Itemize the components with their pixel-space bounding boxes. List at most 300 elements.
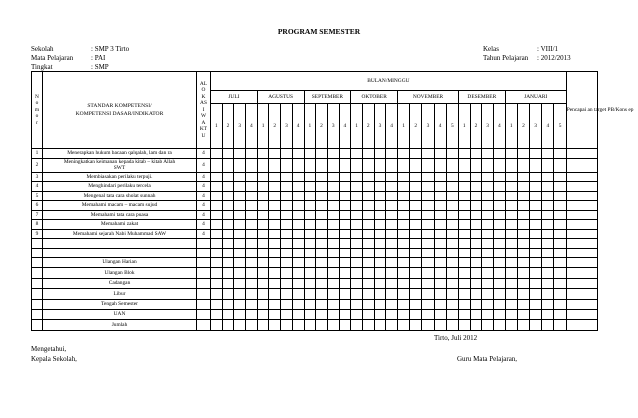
week-cell: [554, 229, 566, 239]
week-cell: [517, 239, 529, 249]
week-cell: [554, 239, 566, 249]
week-cell: [458, 299, 470, 309]
week-cell: [434, 239, 446, 249]
week-cell: [458, 149, 470, 159]
week-cell: [304, 239, 316, 249]
nomor-header-char: m: [34, 106, 40, 113]
week-cell: [517, 220, 529, 230]
alokasi-waktu-cell: [197, 309, 211, 319]
week-cell: [316, 210, 328, 220]
week-cell: [339, 289, 351, 299]
week-cell: [517, 278, 529, 288]
week-cell: [494, 320, 506, 331]
week-cell: [257, 220, 269, 230]
week-cell: [422, 239, 434, 249]
week-number: 4: [494, 104, 506, 149]
week-cell: [566, 182, 597, 192]
week-cell: [542, 149, 554, 159]
week-cell: [494, 182, 506, 192]
week-cell: [494, 210, 506, 220]
week-cell: [316, 299, 328, 309]
table-row: [32, 278, 598, 288]
week-number: 3: [422, 104, 434, 149]
alokasi-header-char: U: [201, 132, 206, 139]
week-cell: [374, 268, 386, 278]
week-cell: [530, 201, 542, 211]
week-cell: [470, 182, 482, 192]
week-cell: [422, 320, 434, 331]
info-label: Kelas: [483, 45, 499, 53]
week-cell: [446, 248, 458, 258]
week-cell: [505, 149, 517, 159]
week-cell: [505, 191, 517, 201]
info-line: [483, 45, 571, 54]
week-cell: [257, 229, 269, 239]
week-cell: [374, 172, 386, 182]
week-number: 1: [458, 104, 470, 149]
week-cell: [257, 268, 269, 278]
week-cell: [362, 201, 374, 211]
week-cell: [362, 278, 374, 288]
week-cell: [422, 258, 434, 268]
week-cell: [482, 289, 494, 299]
week-cell: [446, 289, 458, 299]
week-cell: [351, 172, 363, 182]
week-cell: [505, 320, 517, 331]
kegiatan-label: Tengah Semester: [43, 299, 197, 309]
week-cell: [494, 268, 506, 278]
week-cell: [554, 268, 566, 278]
week-cell: [494, 239, 506, 249]
week-cell: [517, 229, 529, 239]
week-cell: [505, 258, 517, 268]
alokasi-waktu-cell: [197, 239, 211, 249]
place-date: Tirto, Juli 2012: [434, 334, 478, 342]
kompetensi-text: Memahami macam – macam sujud: [81, 202, 158, 209]
alokasi-waktu-cell: 4: [197, 158, 211, 172]
week-cell: [482, 278, 494, 288]
week-cell: [458, 182, 470, 192]
week-cell: [292, 191, 304, 201]
week-cell: [470, 229, 482, 239]
week-cell: [446, 309, 458, 319]
week-cell: [566, 172, 597, 182]
week-cell: [422, 268, 434, 278]
week-cell: [304, 220, 316, 230]
kompetensi-text: Memahami tata cara puasa: [90, 211, 149, 218]
week-cell: [494, 191, 506, 201]
kompetensi-text: Membiasakan perilaku terpuji.: [86, 173, 153, 180]
week-number: 1: [398, 104, 410, 149]
alokasi-waktu-cell: 4: [197, 172, 211, 182]
week-cell: [530, 158, 542, 172]
week-cell: [554, 201, 566, 211]
week-cell: [446, 210, 458, 220]
row-number: [32, 320, 43, 331]
info-value: : 2012/2013: [537, 54, 571, 62]
week-cell: [269, 149, 281, 159]
row-number: 8: [32, 220, 43, 230]
week-cell: [257, 191, 269, 201]
week-cell: [351, 248, 363, 258]
week-cell: [246, 258, 258, 268]
week-cell: [351, 191, 363, 201]
week-cell: [281, 172, 293, 182]
week-cell: [505, 278, 517, 288]
week-number: 2: [362, 104, 374, 149]
table-row: [32, 210, 598, 220]
week-cell: [386, 239, 398, 249]
week-cell: [269, 278, 281, 288]
week-cell: [517, 268, 529, 278]
kompetensi-text: Memahami zakat: [100, 221, 139, 228]
week-cell: [234, 201, 246, 211]
week-cell: [458, 239, 470, 249]
kegiatan-label: UAN: [43, 309, 197, 319]
week-cell: [292, 278, 304, 288]
week-cell: [327, 229, 339, 239]
week-cell: [292, 158, 304, 172]
week-cell: [222, 239, 234, 249]
week-cell: [482, 220, 494, 230]
week-cell: [374, 210, 386, 220]
week-cell: [542, 182, 554, 192]
week-cell: [446, 278, 458, 288]
info-value: : PAI: [91, 54, 106, 62]
week-cell: [386, 320, 398, 331]
week-cell: [246, 309, 258, 319]
week-cell: [246, 172, 258, 182]
week-cell: [542, 239, 554, 249]
week-cell: [211, 289, 223, 299]
blank-row: [32, 239, 598, 249]
week-cell: [542, 258, 554, 268]
info-label: Mata Pelajaran: [31, 54, 74, 62]
row-number: 5: [32, 191, 43, 201]
week-cell: [362, 258, 374, 268]
week-cell: [222, 278, 234, 288]
week-cell: [398, 201, 410, 211]
week-cell: [386, 309, 398, 319]
week-cell: [304, 191, 316, 201]
week-cell: [542, 248, 554, 258]
week-cell: [269, 299, 281, 309]
week-cell: [269, 309, 281, 319]
alokasi-waktu-cell: [197, 258, 211, 268]
week-cell: [566, 289, 597, 299]
week-cell: [505, 239, 517, 249]
week-cell: [292, 229, 304, 239]
kompetensi-text: Menerapkan hukum bacaan qalqalah, lam dan ra: [67, 150, 172, 157]
week-cell: [398, 210, 410, 220]
week-cell: [482, 258, 494, 268]
week-cell: [211, 239, 223, 249]
week-cell: [257, 258, 269, 268]
week-cell: [422, 182, 434, 192]
week-cell: [327, 258, 339, 268]
week-cell: [362, 210, 374, 220]
week-number: 2: [222, 104, 234, 149]
week-cell: [517, 299, 529, 309]
week-cell: [257, 278, 269, 288]
week-cell: [554, 172, 566, 182]
week-cell: [281, 191, 293, 201]
week-cell: [211, 309, 223, 319]
row-number: 6: [32, 201, 43, 211]
week-cell: [398, 278, 410, 288]
week-cell: [292, 258, 304, 268]
week-cell: [446, 149, 458, 159]
week-cell: [327, 149, 339, 159]
table-row: [32, 158, 598, 172]
week-cell: [234, 320, 246, 331]
week-cell: [257, 158, 269, 172]
table-row: [32, 309, 598, 319]
week-cell: [530, 278, 542, 288]
alokasi-waktu-cell: [197, 320, 211, 331]
week-cell: [530, 268, 542, 278]
week-cell: [211, 158, 223, 172]
row-number: 2: [32, 158, 43, 172]
week-cell: [542, 320, 554, 331]
week-cell: [494, 248, 506, 258]
week-cell: [458, 158, 470, 172]
week-cell: [434, 158, 446, 172]
table-row: [32, 229, 598, 239]
week-cell: [470, 320, 482, 331]
week-cell: [530, 309, 542, 319]
week-cell: [269, 201, 281, 211]
week-cell: [234, 158, 246, 172]
week-cell: [458, 229, 470, 239]
week-cell: [374, 258, 386, 268]
week-cell: [316, 309, 328, 319]
week-cell: [517, 201, 529, 211]
week-cell: [398, 268, 410, 278]
week-cell: [434, 172, 446, 182]
week-cell: [339, 309, 351, 319]
week-cell: [470, 172, 482, 182]
week-cell: [304, 182, 316, 192]
week-cell: [246, 320, 258, 331]
kepala-sekolah-label: Kepala Sekolah,: [31, 355, 77, 363]
week-cell: [246, 158, 258, 172]
row-number: [32, 258, 43, 268]
week-cell: [211, 210, 223, 220]
week-cell: [327, 289, 339, 299]
week-cell: [410, 172, 422, 182]
mengetahui-label: Mengetahui,: [31, 345, 67, 353]
week-cell: [281, 158, 293, 172]
week-cell: [327, 239, 339, 249]
info-line: [31, 45, 129, 54]
week-cell: [398, 299, 410, 309]
week-cell: [222, 158, 234, 172]
week-cell: [446, 239, 458, 249]
week-cell: [281, 268, 293, 278]
week-cell: [257, 248, 269, 258]
week-cell: [351, 158, 363, 172]
week-cell: [530, 210, 542, 220]
week-cell: [386, 268, 398, 278]
week-cell: [374, 239, 386, 249]
bulan-minggu-header: BULAN/MINGGU: [211, 72, 567, 91]
alokasi-waktu-cell: [197, 268, 211, 278]
week-cell: [281, 320, 293, 331]
alokasi-waktu-cell: 4: [197, 201, 211, 211]
week-cell: [434, 309, 446, 319]
week-number: 4: [434, 104, 446, 149]
week-cell: [316, 258, 328, 268]
table-row: [32, 299, 598, 309]
week-cell: [304, 149, 316, 159]
row-number: 7: [32, 210, 43, 220]
alokasi-waktu-cell: [197, 248, 211, 258]
week-cell: [327, 268, 339, 278]
week-cell: [434, 201, 446, 211]
week-cell: [362, 309, 374, 319]
week-cell: [292, 239, 304, 249]
week-cell: [211, 258, 223, 268]
week-cell: [482, 229, 494, 239]
week-cell: [386, 158, 398, 172]
week-cell: [434, 268, 446, 278]
page-title: PROGRAM SEMESTER: [277, 27, 361, 36]
week-cell: [398, 191, 410, 201]
month-header: NOVEMBER: [398, 91, 459, 104]
week-cell: [470, 239, 482, 249]
week-cell: [281, 229, 293, 239]
week-cell: [234, 258, 246, 268]
week-cell: [530, 258, 542, 268]
table-row: [32, 258, 598, 268]
week-cell: [410, 278, 422, 288]
week-number: 2: [410, 104, 422, 149]
week-cell: [422, 229, 434, 239]
week-cell: [281, 289, 293, 299]
kegiatan-label: Ulangan Blok: [43, 268, 197, 278]
week-cell: [458, 320, 470, 331]
week-cell: [398, 149, 410, 159]
table-row: [32, 172, 598, 182]
week-cell: [362, 248, 374, 258]
week-number: 4: [542, 104, 554, 149]
week-cell: [458, 309, 470, 319]
week-number: 1: [304, 104, 316, 149]
week-cell: [351, 149, 363, 159]
week-cell: [542, 191, 554, 201]
week-cell: [410, 201, 422, 211]
table-row: [32, 201, 598, 211]
week-cell: [482, 320, 494, 331]
week-cell: [246, 278, 258, 288]
week-cell: [374, 182, 386, 192]
week-cell: [316, 239, 328, 249]
week-cell: [494, 229, 506, 239]
week-cell: [482, 309, 494, 319]
week-cell: [517, 309, 529, 319]
week-cell: [246, 299, 258, 309]
week-cell: [458, 278, 470, 288]
week-cell: [339, 182, 351, 192]
week-cell: [398, 158, 410, 172]
week-cell: [316, 248, 328, 258]
week-cell: [269, 248, 281, 258]
week-cell: [269, 289, 281, 299]
week-cell: [446, 258, 458, 268]
week-cell: [386, 149, 398, 159]
week-cell: [362, 239, 374, 249]
kompetensi-cell: [43, 220, 197, 230]
week-cell: [211, 320, 223, 331]
week-cell: [446, 320, 458, 331]
week-cell: [566, 191, 597, 201]
week-cell: [211, 191, 223, 201]
row-number: [32, 239, 43, 249]
nomor-header-char: N: [35, 93, 39, 100]
kompetensi-text: Memahami sejarah Nabi Muhammad SAW: [72, 230, 167, 237]
kompetensi-cell: [43, 149, 197, 159]
week-cell: [505, 248, 517, 258]
week-cell: [222, 309, 234, 319]
week-number: 3: [327, 104, 339, 149]
alokasi-waktu-cell: 4: [197, 220, 211, 230]
week-cell: [246, 268, 258, 278]
week-cell: [362, 268, 374, 278]
week-cell: [482, 239, 494, 249]
week-cell: [494, 289, 506, 299]
week-cell: [246, 201, 258, 211]
week-cell: [304, 309, 316, 319]
week-cell: [458, 268, 470, 278]
week-cell: [517, 172, 529, 182]
week-cell: [494, 309, 506, 319]
week-cell: [281, 201, 293, 211]
week-cell: [434, 320, 446, 331]
week-cell: [554, 149, 566, 159]
week-cell: [269, 229, 281, 239]
week-cell: [505, 309, 517, 319]
week-cell: [374, 201, 386, 211]
alokasi-waktu-cell: 4: [197, 182, 211, 192]
week-cell: [327, 182, 339, 192]
week-cell: [351, 258, 363, 268]
week-cell: [434, 289, 446, 299]
week-cell: [458, 248, 470, 258]
week-cell: [327, 158, 339, 172]
row-number: [32, 309, 43, 319]
week-number: 3: [482, 104, 494, 149]
week-cell: [304, 248, 316, 258]
week-cell: [362, 299, 374, 309]
week-cell: [339, 299, 351, 309]
week-cell: [374, 320, 386, 331]
week-cell: [458, 289, 470, 299]
week-cell: [566, 149, 597, 159]
week-cell: [482, 182, 494, 192]
week-cell: [292, 289, 304, 299]
week-cell: [554, 182, 566, 192]
week-cell: [351, 210, 363, 220]
week-cell: [482, 172, 494, 182]
week-cell: [374, 289, 386, 299]
week-cell: [530, 149, 542, 159]
kompetensi-cell: [43, 172, 197, 182]
row-number: 4: [32, 182, 43, 192]
kegiatan-label: Ulangan Harian: [43, 258, 197, 268]
week-cell: [362, 229, 374, 239]
week-cell: [374, 158, 386, 172]
